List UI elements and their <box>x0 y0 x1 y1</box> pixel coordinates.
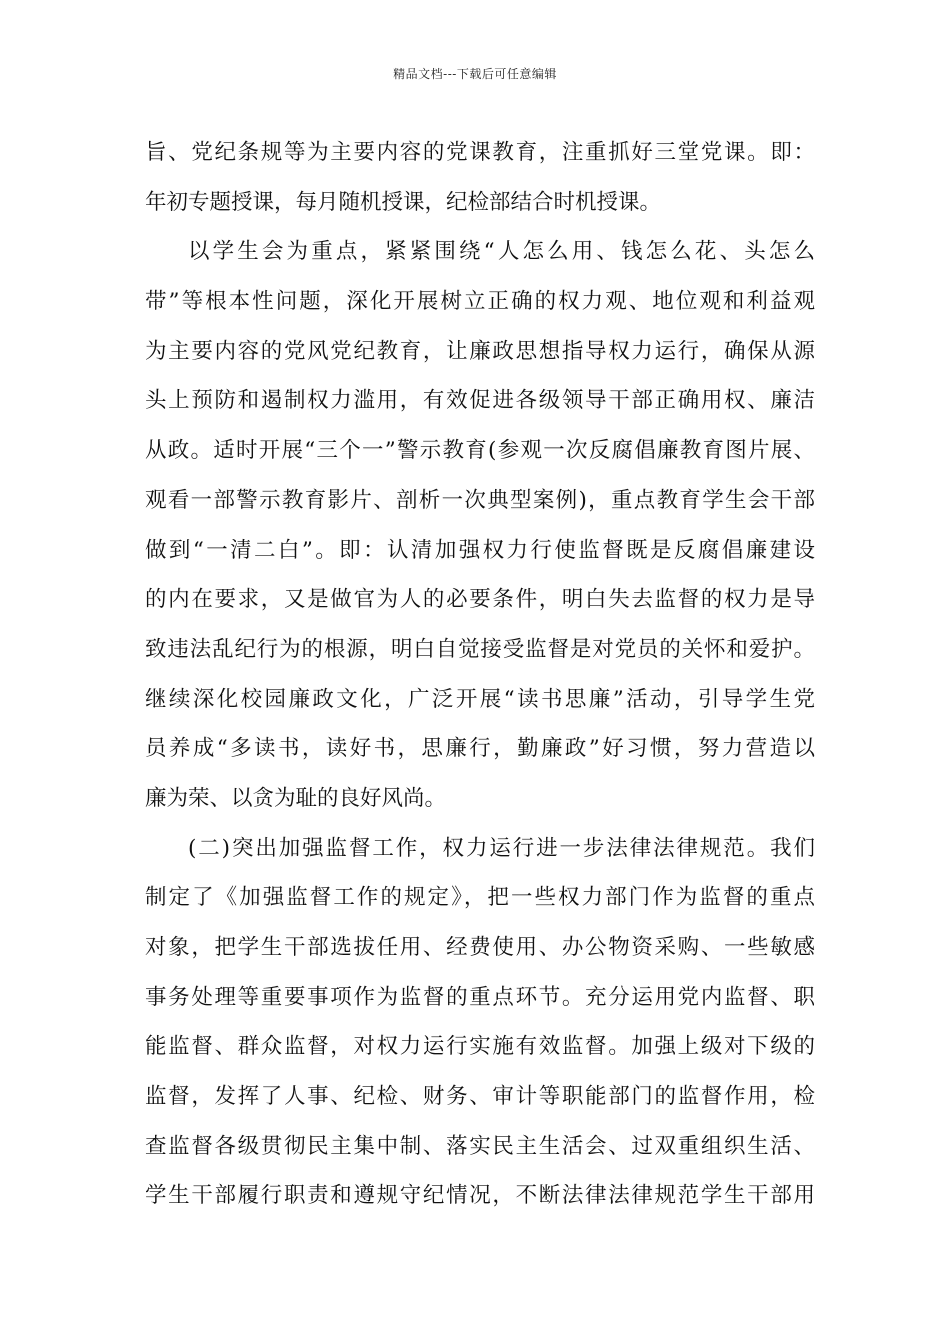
paragraph-line: 做到“一清二白”。即：认清加强权力行使监督既是反腐倡廉建设 <box>145 537 815 563</box>
paragraph-line: 旨、党纪条规等为主要内容的党课教育，注重抓好三堂党课。即： <box>145 140 815 165</box>
paragraph-line: 继续深化校园廉政文化，广泛开展“读书思廉”活动，引导学生党 <box>145 686 815 712</box>
paragraph-line: 学生干部履行职责和遵规守纪情况，不断法律法律规范学生干部用 <box>145 1183 815 1209</box>
page-header: 精品文档---下载后可任意编辑 <box>393 67 557 81</box>
paragraph-line: 头上预防和遏制权力滥用，有效促进各级领导干部正确用权、廉洁 <box>145 388 815 414</box>
document-body <box>145 128 815 1221</box>
paragraph-line: 观看一部警示教育影片、剖析一次典型案例)，重点教育学生会干部 <box>145 487 815 513</box>
paragraph-line: 年初专题授课，每月随机授课，纪检部结合时机授课。 <box>145 189 662 215</box>
paragraph-line: 的内在要求，又是做官为人的必要条件，明白失去监督的权力是导 <box>145 587 815 613</box>
paragraph-line: 查监督各级贯彻民主集中制、落实民主生活会、过双重组织生活、 <box>145 1133 815 1159</box>
paragraph-line: 事务处理等重要事项作为监督的重点环节。充分运用党内监督、职 <box>145 984 815 1010</box>
paragraph-line: 制定了《加强监督工作的规定》，把一些权力部门作为监督的重点 <box>145 885 815 911</box>
paragraph-line: 以学生会为重点，紧紧围绕“人怎么用、钱怎么花、头怎么 <box>188 239 815 265</box>
paragraph-line: 为主要内容的党风党纪教育，让廉政思想指导权力运行，确保从源 <box>145 338 815 364</box>
paragraph-line: 从政。适时开展“三个一”警示教育(参观一次反腐倡廉教育图片展、 <box>145 438 815 464</box>
paragraph-line: 对象，把学生干部选拔任用、经费使用、办公物资采购、一些敏感 <box>145 935 815 960</box>
paragraph-line: 带”等根本性问题，深化开展树立正确的权力观、地位观和利益观 <box>145 289 815 315</box>
paragraph-line: 监督，发挥了人事、纪检、财务、审计等职能部门的监督作用，检 <box>145 1084 815 1110</box>
paragraph-line: 廉为荣、以贪为耻的良好风尚。 <box>145 785 447 811</box>
paragraph-line: 能监督、群众监督，对权力运行实施有效监督。加强上级对下级的 <box>145 1034 815 1060</box>
paragraph-line: (二)突出加强监督工作，权力运行进一步法律法律规范。我们 <box>188 835 815 861</box>
paragraph-line: 致违法乱纪行为的根源，明白自觉接受监督是对党员的关怀和爱护。 <box>145 636 815 662</box>
paragraph-line: 员养成“多读书，读好书，思廉行，勤廉政”好习惯，努力营造以 <box>145 736 815 762</box>
